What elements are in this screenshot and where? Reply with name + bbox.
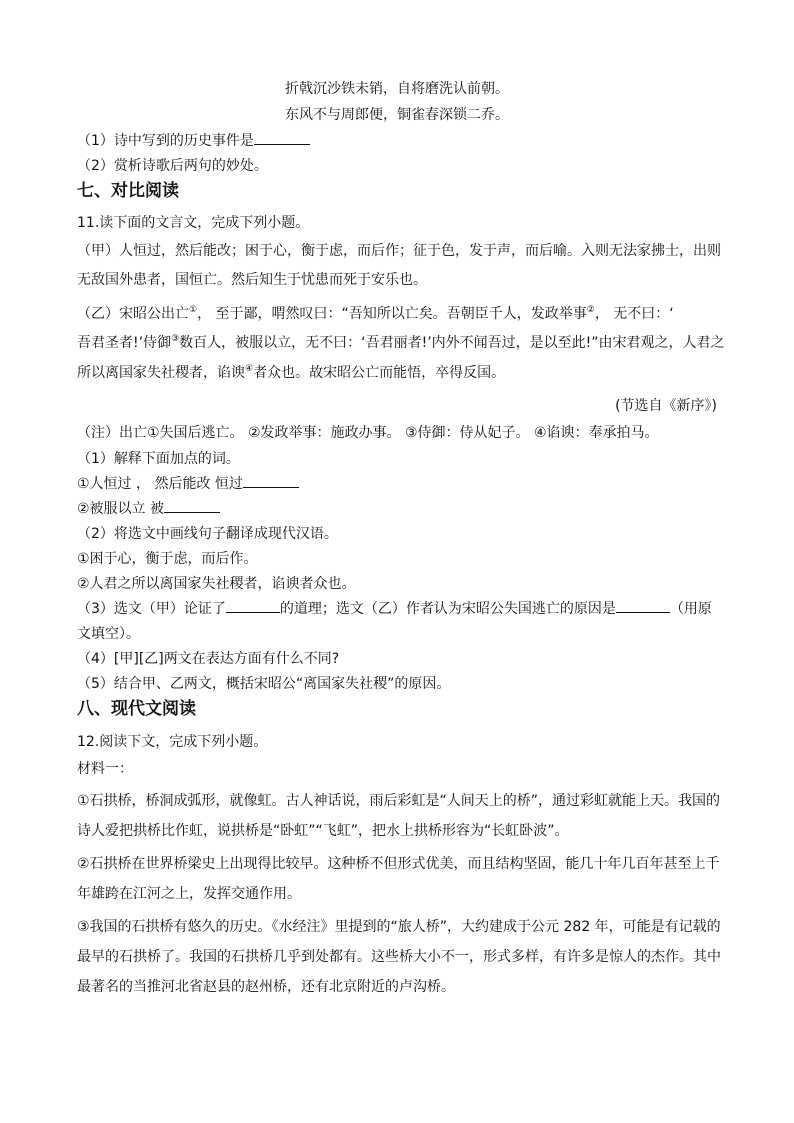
q11-jia-line-1: （甲）人恒过，然后能改；困于心，衡于虑，而后作；征于色，发于声，而后喻。入则无法家拂士，出则	[77, 243, 721, 259]
poem-line-3: 折戟沉沙铁未销，自将磨洗认前朝。	[285, 81, 509, 97]
q12-material-label: 材料一：	[77, 761, 133, 777]
q10-sub2: （2）赏析诗歌后两句的妙处。	[77, 158, 268, 174]
q11-yi-text-1a: （乙）宋昭公出亡	[77, 306, 189, 322]
answer-blank	[254, 132, 310, 145]
answer-blank	[616, 600, 670, 613]
q11-yi-line-3	[77, 364, 505, 382]
q12-prompt: 12.阅读下文，完成下列小题。	[77, 734, 268, 750]
q11-yi-text-1b: ， 至于鄙，喟然叹曰：“吾知所以亡矣。吾朝臣千人，发政举事	[197, 306, 587, 322]
section-8-title: 八、现代文阅读	[77, 699, 196, 719]
footnote-marker-3: ③	[171, 334, 180, 344]
q10-sub1-text: （1）诗中写到的历史事件是	[77, 133, 254, 149]
q11-yi-line-2	[77, 334, 725, 352]
q11-sub1-item-1-text: ①人恒过 ， 然后能改 恒过	[77, 476, 243, 492]
footnote-marker-1: ①	[189, 305, 198, 315]
q12-para-1-line-1: ①石拱桥，桥洞成弧形，就像虹。古人神话说，雨后彩虹是“人间天上的桥”，通过彩虹就能上天。我国的	[77, 793, 721, 809]
q11-sub5: （5）结合甲、乙两文，概括宋昭公“离国家失社稷”的原因。	[77, 676, 451, 692]
q11-sub1-item-1	[77, 475, 299, 493]
q11-sub2-item-2: ②人君之所以离国家失社稷者，谄谀者众也。	[77, 576, 356, 592]
q11-yi-line-1	[77, 305, 674, 323]
q11-notes: （注）出亡①失国后逃亡。 ②发政举事：施政办事。 ③侍御：侍从妃子。 ④谄谀：奉承拍马。	[77, 425, 659, 441]
q12-para-3-line-1: ③我国的石拱桥有悠久的历史。《水经注》里提到的“旅人桥”，大约建成于公元 282 年，可能是有记载的	[77, 919, 721, 935]
section-7-title: 七、对比阅读	[77, 181, 179, 201]
q11-yi-text-2a: 吾君圣者!’侍御	[77, 335, 172, 351]
q11-source: (节选自《新序》)	[615, 398, 717, 414]
q11-sub1-item-2	[77, 500, 220, 518]
q11-sub3	[77, 600, 712, 618]
q11-sub2-item-1: ①困于心，衡于虑，而后作。	[77, 551, 258, 567]
q10-sub1	[77, 132, 310, 150]
answer-blank	[226, 600, 280, 613]
q11-sub4: （4）[甲][乙]两文在表达方面有什么不同?	[77, 651, 340, 667]
q12-para-2-line-2: 年雄跨在江河之上，发挥交通作用。	[77, 886, 301, 902]
answer-blank	[243, 475, 299, 488]
q11-yi-text-2b: 数百人，被服以立，无不曰：‘吾君丽者!’内外不闻吾过，是以至此!”由宋君观之，人君之	[179, 335, 725, 351]
q12-para-3-line-3: 最著名的当推河北省赵县的赵州桥，还有北京附近的卢沟桥。	[77, 979, 455, 995]
poem-line-4: 东风不与周郎便，铜雀春深锁二乔。	[285, 107, 509, 123]
answer-blank	[164, 500, 220, 513]
q11-sub3-text-c: （用原	[669, 601, 712, 617]
q11-sub1-item-2-text: ②被服以立 被	[77, 501, 165, 517]
q11-sub2: （2）将选文中画线句子翻译成现代汉语。	[77, 526, 338, 542]
footnote-marker-4: ④	[245, 364, 254, 374]
q12-para-2-line-1: ②石拱桥在世界桥梁史上出现得比较早。这种桥不但形式优美，而且结构坚固，能几十年几百年甚至上千	[77, 856, 720, 872]
q11-jia-line-2: 无敌国外患者，国恒亡。然后知生于忧患而死于安乐也。	[77, 272, 427, 288]
footnote-marker-2: ②	[586, 305, 595, 315]
q11-yi-text-3a: 所以离国家失社稷者，谄谀	[77, 365, 245, 381]
q11-yi-text-3b: 者众也。故宋昭公亡而能悟，卒得反国。	[253, 365, 506, 381]
q12-para-3-line-2: 最早的石拱桥了。我国的石拱桥几乎到处都有。这些桥大小不一，形式多样，有许多是惊人的杰作。其中	[77, 949, 721, 965]
q11-sub3-text-b: 的道理；选文（乙）作者认为宋昭公失国逃亡的原因是	[279, 601, 616, 617]
q11-sub3-line-2: 文填空）。	[77, 626, 140, 642]
q11-prompt: 11.读下面的文言文，完成下列小题。	[77, 215, 310, 231]
q11-sub1: （1）解释下面加点的词。	[77, 451, 240, 467]
q12-para-1-line-2: 诗人爱把拱桥比作虹，说拱桥是“卧虹”“飞虹”，把水上拱桥形容为“长虹卧波”。	[77, 823, 569, 839]
q11-yi-text-1c: ， 无不曰：‘	[594, 306, 674, 322]
q11-sub3-text-a: （3）选文（甲）论证了	[77, 601, 226, 617]
